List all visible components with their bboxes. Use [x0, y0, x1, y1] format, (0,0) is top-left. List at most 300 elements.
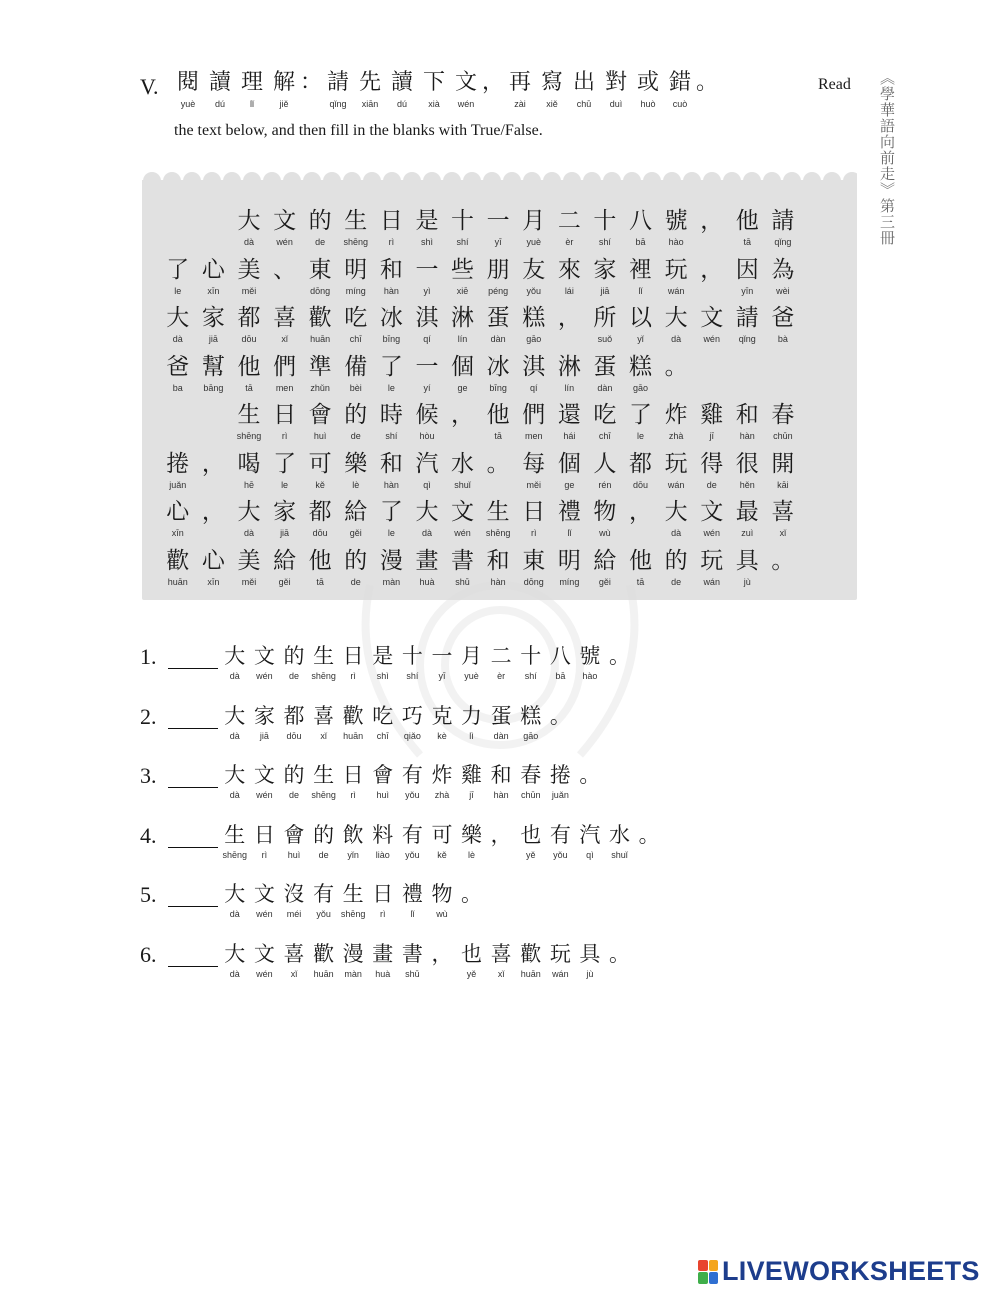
- ruby-character: [374, 450, 410, 490]
- hanzi: 。: [609, 942, 631, 966]
- punctuation: [196, 450, 232, 490]
- question-number: 2.: [140, 703, 157, 729]
- hanzi: 明: [344, 256, 368, 283]
- ruby-character: [457, 646, 487, 681]
- pinyin: lái: [564, 285, 574, 296]
- ruby-character: [765, 501, 801, 538]
- ruby-character: [302, 210, 338, 247]
- punctuation: [445, 404, 481, 441]
- hanzi: 也: [520, 822, 542, 847]
- pinyin: jù: [586, 969, 594, 979]
- ruby-character: [516, 256, 552, 296]
- ruby-character: [486, 703, 516, 741]
- hanzi: 有: [313, 882, 335, 907]
- ruby-character: [730, 501, 766, 538]
- ruby-character: [552, 353, 588, 393]
- pinyin: bīng: [489, 382, 507, 393]
- answer-blank[interactable]: [168, 944, 218, 967]
- pinyin: tā: [245, 382, 253, 393]
- ruby-character: [196, 256, 232, 296]
- ruby-character: [457, 944, 487, 979]
- ruby-character: [302, 353, 338, 393]
- ruby-character: [231, 547, 267, 587]
- pinyin: xǐ: [320, 730, 327, 741]
- pinyin: wén: [256, 909, 273, 920]
- ruby-character: [231, 307, 267, 344]
- ruby-character: [765, 404, 801, 441]
- hanzi: ，: [629, 499, 653, 525]
- hanzi: 家: [253, 703, 275, 728]
- hanzi: 吃: [593, 402, 617, 428]
- pinyin: wèi: [776, 285, 790, 296]
- ruby-character: [309, 703, 339, 741]
- pinyin: dàn: [490, 334, 506, 344]
- pinyin: jiā: [259, 730, 269, 741]
- ruby-character: [587, 353, 623, 393]
- pinyin: le: [281, 479, 289, 490]
- hanzi: 對: [604, 70, 627, 95]
- pinyin: dà: [172, 334, 183, 344]
- hanzi: 生: [224, 822, 246, 847]
- pinyin: hào: [668, 237, 684, 247]
- hanzi: 歡: [166, 547, 190, 574]
- pinyin: xǐ: [281, 334, 288, 344]
- ruby-character: [338, 547, 374, 587]
- hanzi: 的: [313, 822, 335, 847]
- hanzi: 候: [415, 402, 439, 428]
- ruby-character: [196, 353, 232, 393]
- ruby-character: [279, 944, 309, 979]
- ruby-character: [516, 307, 552, 344]
- pinyin: shēng: [236, 431, 262, 441]
- pinyin: de: [706, 479, 717, 490]
- pinyin: le: [637, 431, 645, 441]
- hanzi: 再: [508, 70, 531, 95]
- pinyin: yuè: [526, 237, 541, 247]
- ruby-character: [279, 765, 309, 800]
- pinyin: yīn: [741, 285, 754, 296]
- pinyin: xiān: [361, 99, 379, 109]
- ruby-character: [338, 822, 368, 860]
- hanzi: 家: [201, 305, 225, 331]
- pinyin: gāo: [523, 730, 539, 741]
- ruby-character: [374, 256, 410, 296]
- hanzi: 錯: [668, 70, 691, 95]
- answer-blank[interactable]: [168, 706, 218, 729]
- ruby-character: [516, 703, 546, 741]
- pinyin: wén: [454, 528, 471, 538]
- hanzi: 玩: [664, 256, 688, 283]
- ruby-character: [302, 256, 338, 296]
- ruby-character: [302, 450, 338, 490]
- ruby-character: [587, 404, 623, 441]
- ruby-character: [160, 307, 196, 344]
- ruby-character: [730, 547, 766, 587]
- book-side-title: 《學華語向前走》第三冊: [878, 70, 896, 246]
- hanzi: 沒: [283, 882, 305, 907]
- logo-text: LIVEWORKSHEETS: [722, 1256, 980, 1286]
- ruby-character: [250, 646, 280, 681]
- pinyin: wán: [667, 285, 685, 296]
- pinyin: hàn: [739, 431, 755, 441]
- ruby-character: [658, 450, 694, 490]
- ruby-character: [368, 646, 398, 681]
- hanzi: 都: [629, 450, 653, 477]
- hanzi: 請: [326, 70, 349, 95]
- hanzi: 十: [593, 208, 617, 234]
- ruby-character: [587, 256, 623, 296]
- pinyin: hàn: [383, 479, 399, 490]
- ruby-character: [457, 822, 487, 860]
- hanzi: 巧: [401, 703, 423, 728]
- hanzi: 備: [344, 353, 368, 380]
- ruby-character: [623, 404, 659, 441]
- hanzi: 淇: [415, 305, 439, 331]
- ruby-character: [445, 501, 481, 538]
- pinyin: gāo: [526, 334, 542, 344]
- logo-block: [709, 1260, 719, 1272]
- hanzi: 號: [579, 644, 601, 668]
- ruby-character: [516, 353, 552, 393]
- hanzi: 美: [237, 547, 261, 574]
- ruby-character: [658, 210, 694, 247]
- pinyin: dōng: [523, 576, 544, 587]
- pinyin: bāng: [203, 382, 224, 393]
- ruby-character: [587, 210, 623, 247]
- ruby-character: [338, 353, 374, 393]
- pinyin: lǐ: [638, 285, 643, 296]
- reading-line: [160, 353, 694, 393]
- pinyin: dōng: [310, 285, 331, 296]
- pinyin: gěi: [278, 576, 291, 587]
- hanzi: ，: [700, 256, 724, 283]
- pinyin: chī: [376, 730, 389, 741]
- ruby-character: [279, 884, 309, 919]
- hanzi: 。: [549, 703, 571, 728]
- ruby-character: [302, 404, 338, 441]
- hanzi: 春: [771, 402, 795, 428]
- pinyin: wén: [256, 969, 273, 979]
- ruby-character: [568, 72, 600, 109]
- hanzi: 月: [461, 644, 483, 668]
- ruby-character: [160, 501, 196, 538]
- hanzi: 心: [201, 256, 225, 283]
- hanzi: 歡: [342, 703, 364, 728]
- hanzi: 有: [549, 822, 571, 847]
- pinyin: hàn: [383, 285, 399, 296]
- ruby-character: [368, 703, 398, 741]
- pinyin: yī: [438, 671, 446, 681]
- hanzi: 文: [454, 70, 477, 95]
- pinyin: shì: [420, 237, 433, 247]
- ruby-character: [267, 307, 303, 344]
- ruby-character: [231, 501, 267, 538]
- pinyin: bèi: [349, 382, 362, 393]
- hanzi: 生: [344, 208, 368, 234]
- ruby-character: [516, 547, 552, 587]
- pinyin: dà: [421, 528, 432, 538]
- pinyin: rì: [350, 671, 356, 681]
- pinyin: dōu: [312, 528, 328, 538]
- hanzi: 一: [415, 353, 439, 380]
- ruby-character: [398, 646, 428, 681]
- hanzi: 炸: [664, 402, 688, 428]
- pinyin: gěi: [349, 528, 362, 538]
- ruby-character: [694, 404, 730, 441]
- pinyin: yě: [525, 849, 536, 860]
- hanzi: 。: [696, 70, 719, 95]
- pinyin: huān: [313, 969, 334, 979]
- ruby-character: [368, 944, 398, 979]
- ruby-character: [374, 547, 410, 587]
- ruby-character: [267, 450, 303, 490]
- pinyin: le: [174, 285, 182, 296]
- hanzi: 大: [664, 499, 688, 525]
- ruby-character: [267, 404, 303, 441]
- pinyin: qǐng: [738, 334, 756, 344]
- hanzi: 喜: [313, 703, 335, 728]
- pinyin: lín: [457, 334, 468, 344]
- ruby-character: [279, 703, 309, 741]
- hanzi: 禮: [401, 882, 423, 907]
- hanzi: 也: [461, 942, 483, 966]
- pinyin: xīn: [207, 285, 220, 296]
- hanzi: 日: [342, 763, 364, 788]
- pinyin: huān: [310, 334, 331, 344]
- hanzi: 生: [486, 499, 510, 525]
- question-row: [140, 765, 605, 800]
- ruby-character: [546, 646, 576, 681]
- punctuation: [546, 703, 576, 741]
- pinyin: wén: [276, 237, 293, 247]
- pinyin: de: [350, 431, 361, 441]
- ruby-character: [338, 501, 374, 538]
- hanzi: 們: [522, 402, 546, 428]
- answer-blank[interactable]: [168, 825, 218, 848]
- ruby-character: [445, 256, 481, 296]
- pinyin: lín: [564, 382, 575, 393]
- pinyin: zhǔn: [310, 382, 330, 393]
- pinyin: wán: [667, 479, 685, 490]
- pinyin: wù: [599, 528, 611, 538]
- answer-blank[interactable]: [168, 765, 218, 788]
- ruby-character: [575, 822, 605, 860]
- ruby-character: [368, 822, 398, 860]
- hanzi: 。: [638, 822, 660, 847]
- hanzi: 因: [735, 256, 759, 283]
- hanzi: 喜: [273, 305, 297, 331]
- pinyin: dōu: [286, 730, 302, 741]
- pinyin: jiā: [600, 285, 610, 296]
- hanzi: 漫: [379, 547, 403, 574]
- logo-block: [698, 1260, 708, 1272]
- pinyin: màn: [382, 576, 401, 587]
- hanzi: 吃: [344, 305, 368, 331]
- ruby-character: [427, 822, 457, 860]
- ruby-character: [231, 256, 267, 296]
- hanzi: [210, 404, 217, 427]
- ruby-character: [160, 450, 196, 490]
- hanzi: 漫: [342, 942, 364, 966]
- pinyin: hàn: [493, 790, 509, 801]
- punctuation: [658, 353, 694, 393]
- ruby-character: [552, 547, 588, 587]
- ruby-character: [302, 307, 338, 344]
- ruby-character: [623, 307, 659, 344]
- hanzi: 寫: [540, 70, 563, 95]
- pinyin: yǒu: [316, 909, 331, 920]
- hanzi: 大: [415, 499, 439, 525]
- hanzi: 料: [372, 822, 394, 847]
- ruby-character: [427, 765, 457, 800]
- pinyin: juǎn: [169, 479, 187, 490]
- pinyin: shēng: [222, 849, 248, 860]
- hanzi: 東: [308, 256, 332, 283]
- ruby-character: [409, 404, 445, 441]
- pinyin: dú: [396, 99, 407, 109]
- hanzi: 了: [166, 256, 190, 283]
- pinyin: men: [524, 431, 543, 441]
- ruby-character: [427, 646, 457, 681]
- hanzi: 汽: [579, 822, 601, 847]
- hanzi: 一: [415, 256, 439, 283]
- ruby-character: [600, 72, 632, 109]
- reading-line: [160, 501, 801, 538]
- pinyin: wén: [256, 790, 273, 801]
- pinyin: dàn: [493, 730, 509, 741]
- hanzi: 畫: [372, 942, 394, 966]
- reading-line: [160, 404, 801, 441]
- ruby-character: [160, 547, 196, 587]
- pinyin: ge: [457, 382, 468, 393]
- ruby-character: [486, 646, 516, 681]
- hanzi: 還: [557, 402, 581, 428]
- pinyin: shū: [455, 576, 470, 587]
- ruby-character: [516, 404, 552, 441]
- hanzi: 糕: [629, 353, 653, 380]
- hanzi: 日: [253, 822, 275, 847]
- ruby-character: [587, 547, 623, 587]
- ruby-character: [486, 765, 516, 800]
- answer-blank[interactable]: [168, 646, 218, 669]
- ruby-character: [694, 547, 730, 587]
- reading-line: [160, 210, 801, 247]
- hanzi: 炸: [431, 763, 453, 788]
- ruby-character: [658, 404, 694, 441]
- ruby-character: [623, 256, 659, 296]
- hanzi: 玩: [664, 450, 688, 477]
- hanzi: 來: [557, 256, 581, 283]
- pinyin: xǐ: [290, 969, 298, 979]
- pinyin: de: [350, 576, 361, 587]
- pinyin: rén: [598, 479, 612, 490]
- ruby-character: [250, 765, 280, 800]
- pinyin: kè: [437, 730, 447, 741]
- hanzi: 個: [557, 450, 581, 477]
- ruby-character: [445, 450, 481, 490]
- question-row: [140, 703, 575, 741]
- ruby-character: [765, 450, 801, 490]
- punctuation: [486, 822, 516, 860]
- pinyin: dà: [229, 969, 240, 979]
- pinyin: wù: [436, 909, 448, 920]
- pinyin: yǒu: [405, 849, 420, 860]
- ruby-character: [354, 72, 386, 109]
- pinyin: rì: [380, 909, 386, 920]
- pinyin: xīn: [207, 576, 220, 587]
- hanzi: 書: [451, 547, 475, 574]
- hanzi: 或: [636, 70, 659, 95]
- ruby-character: [575, 646, 605, 681]
- ruby-character: [279, 822, 309, 860]
- ruby-character: [409, 501, 445, 538]
- ruby-character: [623, 353, 659, 393]
- hanzi: 是: [372, 644, 394, 668]
- pinyin: bā: [555, 671, 566, 681]
- hanzi: 捲: [549, 763, 571, 788]
- hanzi: 一: [431, 644, 453, 668]
- ruby-character: [250, 703, 280, 741]
- ruby-character: [552, 256, 588, 296]
- punctuation: [605, 646, 635, 681]
- ruby-character: [552, 450, 588, 490]
- hanzi: 二: [557, 208, 581, 234]
- pinyin: huān: [343, 730, 364, 741]
- hanzi: 都: [308, 499, 332, 525]
- hanzi: 可: [431, 822, 453, 847]
- question-number: 3.: [140, 763, 157, 789]
- ruby-character: [694, 501, 730, 538]
- answer-blank[interactable]: [168, 884, 218, 907]
- ruby-character: [220, 646, 250, 681]
- hanzi: 文: [253, 942, 275, 966]
- pinyin: chī: [598, 431, 611, 441]
- ruby-character: [160, 256, 196, 296]
- punctuation: [694, 210, 730, 247]
- punctuation: [694, 256, 730, 296]
- pinyin: shēng: [485, 528, 511, 538]
- hanzi: 心: [166, 499, 190, 525]
- ruby-character: [587, 307, 623, 344]
- hanzi: 八: [629, 208, 653, 234]
- pinyin: yuè: [180, 99, 196, 109]
- section-number: V.: [140, 74, 159, 99]
- hanzi: 。: [664, 353, 688, 380]
- ruby-character: [338, 256, 374, 296]
- hanzi: 十: [451, 208, 475, 234]
- ruby-character: [587, 501, 623, 538]
- pinyin: zhà: [668, 431, 684, 441]
- hanzi: 些: [451, 256, 475, 283]
- hanzi: 糕: [522, 305, 546, 331]
- hanzi: 的: [283, 763, 305, 788]
- hanzi: 玩: [700, 547, 724, 574]
- ruby-character: [160, 353, 196, 393]
- hanzi: 會: [308, 402, 332, 428]
- ruby-character: [516, 822, 546, 860]
- pinyin: jiā: [208, 334, 218, 344]
- hanzi: 日: [379, 208, 403, 234]
- ruby-character: [480, 353, 516, 393]
- punctuation: [605, 944, 635, 979]
- pinyin: cuò: [672, 99, 688, 109]
- logo-block: [698, 1272, 708, 1284]
- pinyin: shí: [406, 671, 419, 681]
- ruby-character: [220, 884, 250, 919]
- hanzi: 家: [273, 499, 297, 525]
- ruby-character: [587, 450, 623, 490]
- hanzi: 十: [401, 644, 423, 668]
